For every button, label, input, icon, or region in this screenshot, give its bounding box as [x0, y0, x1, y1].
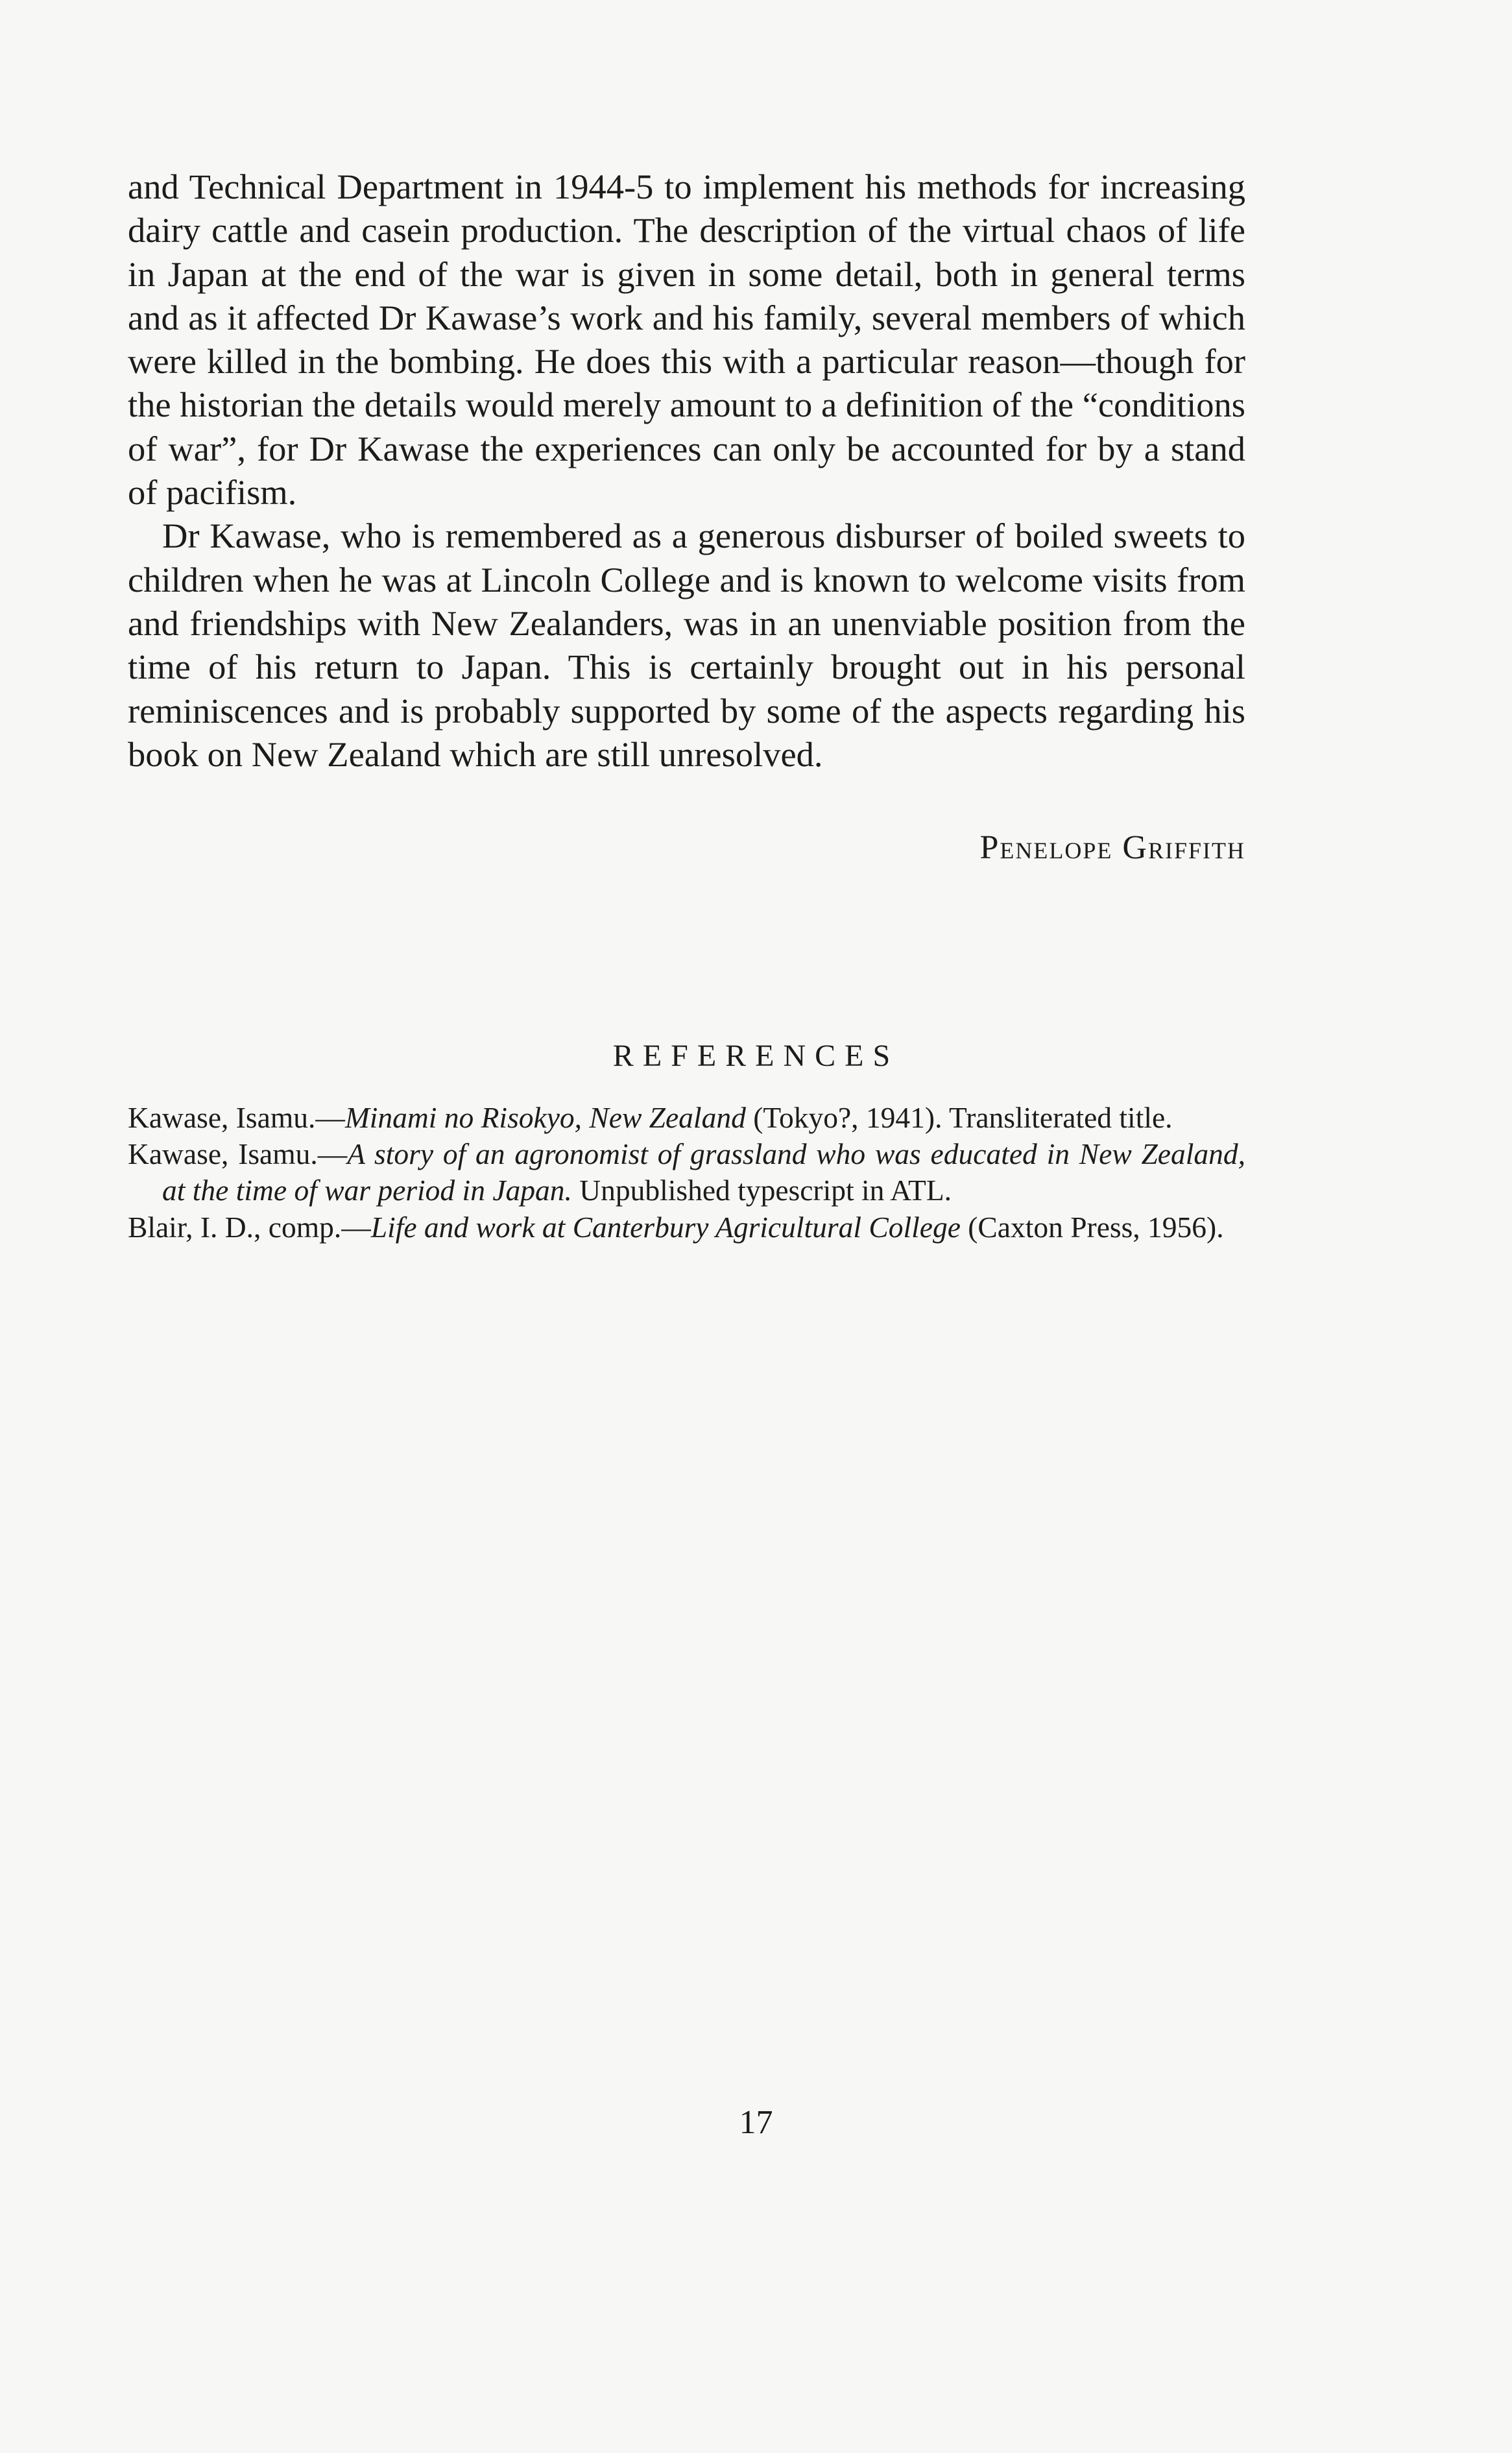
- reference-author: Kawase, Isamu.—: [128, 1101, 345, 1134]
- reference-author: Kawase, Isamu.—: [128, 1137, 348, 1171]
- reference-item-2: [128, 1136, 1245, 1209]
- reference-item-1: [128, 1100, 1245, 1136]
- body-text: [128, 165, 1245, 776]
- reference-title: Life and work at Canterbury Agricultural College: [370, 1210, 961, 1244]
- reference-details: (Tokyo?, 1941). Transliterated title.: [745, 1101, 1173, 1134]
- references-heading: REFERENCES: [612, 1039, 900, 1073]
- paragraph-1: and Technical Department in 1944-5 to implement his methods for increasing dairy cattle and casein production. The description of the virtual chaos of life in Japan at the end of the war is given in some detail, both in general terms and as it affected Dr Kawase’s work and his family, several members of which were killed in the bombing. He does this with a particular reason—though for the historian the details would merely amount to a definition of the “conditions of war”, for Dr Kawase the experiences can only be accounted for by a stand of pacifism.: [128, 167, 1245, 513]
- reference-title: A story of an agronomist of grassland who was educated in New Zealand, at the time of war period in Japan.: [162, 1137, 1245, 1207]
- reference-details: (Caxton Press, 1956).: [960, 1210, 1224, 1244]
- references-list: [128, 1100, 1245, 1246]
- paragraph-2: Dr Kawase, who is remembered as a generous disburser of boiled sweets to children when he was at Lincoln College and is known to welcome visits from and friendships with New Zealanders, was in an unenviable position from the time of his return to Japan. This is certainly brought out in his personal reminiscences and is probably supported by some of the aspects regarding his book on New Zealand which are still unresolved.: [128, 516, 1245, 774]
- reference-author: Blair, I. D., comp.—: [128, 1210, 371, 1244]
- reference-details: Unpublished typescript in ATL.: [571, 1174, 952, 1207]
- reference-item-3: [128, 1209, 1245, 1246]
- page-number: 17: [739, 2104, 773, 2141]
- reference-title: Minami no Risokyo, New Zealand: [344, 1101, 746, 1134]
- author-signature: Penelope Griffith: [979, 829, 1245, 866]
